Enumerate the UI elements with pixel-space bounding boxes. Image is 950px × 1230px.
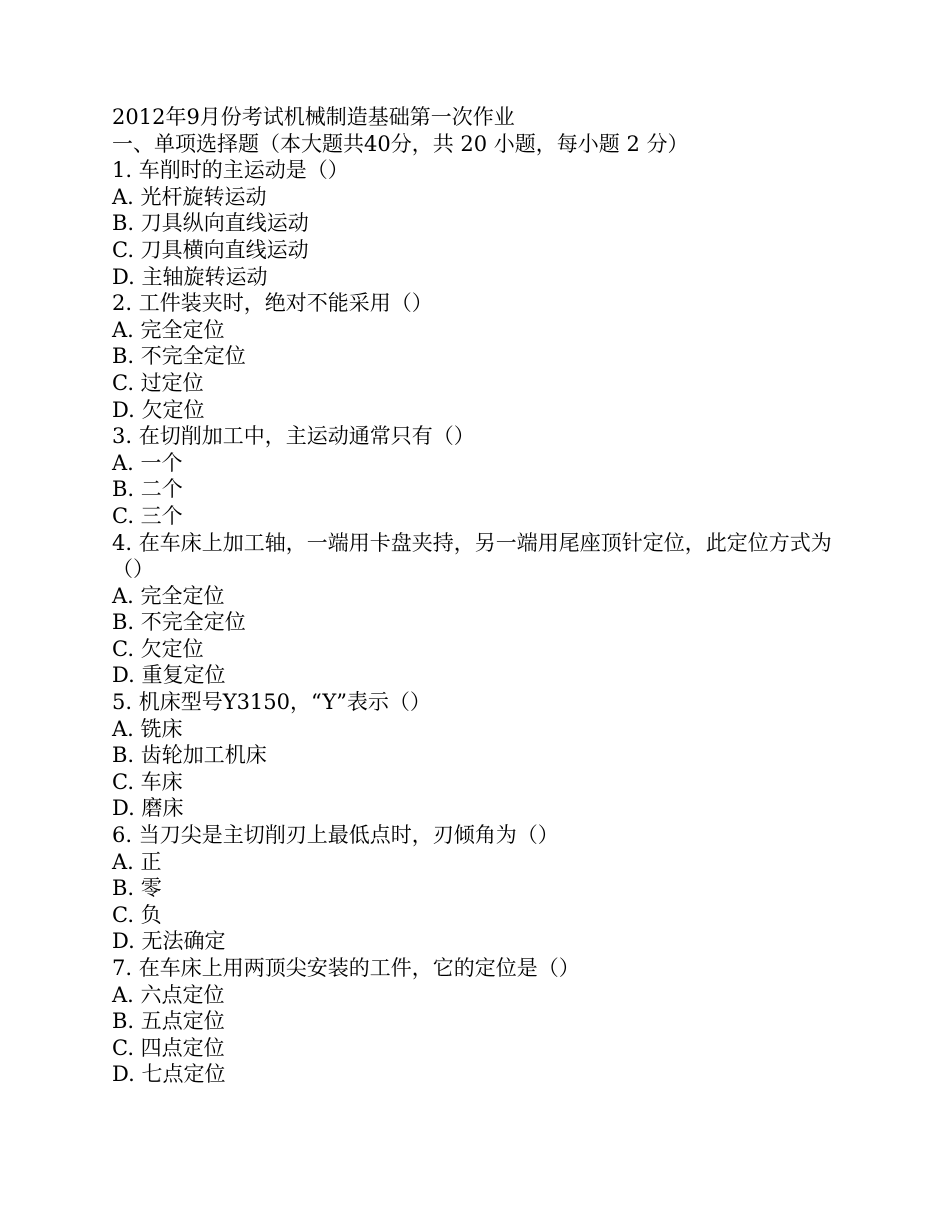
question-stem: 6. 当刀尖是主切削刃上最低点时，刃倾角为（） [112, 823, 559, 848]
question-stem: 7. 在车床上用两顶尖安装的工件，它的定位是（） [112, 956, 580, 980]
option-b: B. 刀具纵向直线运动 [112, 211, 309, 236]
option-d: D. 磨床 [112, 796, 184, 821]
question-stem: 1. 车削时的主运动是（） [112, 158, 349, 183]
question-item [112, 955, 842, 1088]
question-stem: 2. 工件装夹时，绝对不能采用（） [112, 291, 433, 316]
question-item [112, 423, 842, 529]
question-stem: 5. 机床型号Y3150，“Y”表示（） [112, 690, 431, 715]
option-c: C. 刀具横向直线运动 [112, 237, 309, 262]
option-b: B. 零 [112, 876, 162, 901]
option-list [112, 583, 842, 689]
document-title: 2012年9月份考试机械制造基础第一次作业 [112, 105, 515, 129]
option-d: D. 七点定位 [112, 1062, 226, 1087]
section-heading: 一、单项选择题（本大题共40分，共 20 小题，每小题 2 分） [112, 131, 689, 156]
option-list [112, 450, 842, 530]
option-c: C. 车床 [112, 769, 183, 794]
option-d: D. 主轴旋转运动 [112, 264, 268, 289]
question-list [112, 157, 842, 1088]
question-stem: 4. 在车床上加工轴，一端用卡盘夹持，另一端用尾座顶针定位，此定位方式为（） [112, 530, 832, 582]
option-c: C. 三个 [112, 503, 183, 528]
option-c: C. 四点定位 [112, 1035, 225, 1060]
option-a: A. 铣床 [112, 716, 183, 741]
question-item [112, 157, 842, 290]
question-stem: 3. 在切削加工中，主运动通常只有（） [112, 424, 475, 449]
option-list [112, 982, 842, 1088]
option-a: A. 光杆旋转运动 [112, 184, 267, 209]
option-c: C. 负 [112, 902, 162, 927]
question-item [112, 689, 842, 822]
option-b: B. 不完全定位 [112, 344, 246, 369]
option-b: B. 二个 [112, 477, 183, 502]
option-list [112, 849, 842, 955]
option-a: A. 完全定位 [112, 317, 225, 342]
option-b: B. 不完全定位 [112, 610, 246, 635]
option-c: C. 过定位 [112, 370, 204, 395]
option-b: B. 五点定位 [112, 1009, 225, 1034]
option-list [112, 317, 842, 423]
option-c: C. 欠定位 [112, 636, 204, 661]
option-a: A. 完全定位 [112, 583, 225, 608]
option-d: D. 欠定位 [112, 397, 205, 422]
question-item [112, 530, 842, 690]
document-page [112, 104, 842, 1088]
option-a: A. 六点定位 [112, 982, 225, 1007]
option-b: B. 齿轮加工机床 [112, 743, 267, 768]
question-item [112, 822, 842, 955]
question-item [112, 290, 842, 423]
option-d: D. 重复定位 [112, 663, 226, 688]
option-list [112, 184, 842, 290]
option-d: D. 无法确定 [112, 929, 226, 954]
option-a: A. 正 [112, 849, 162, 874]
option-list [112, 716, 842, 822]
option-a: A. 一个 [112, 450, 183, 475]
